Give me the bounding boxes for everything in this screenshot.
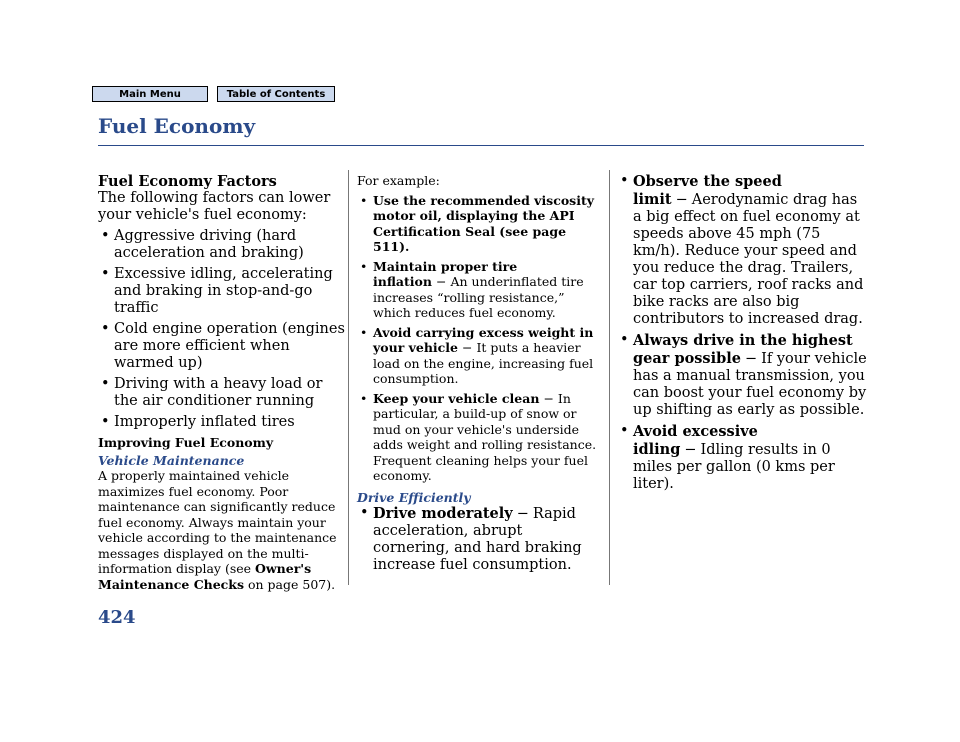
dash: − (543, 390, 554, 406)
list-item (617, 173, 867, 328)
improving-heading: Improving Fuel Economy (98, 435, 274, 450)
dash: − (744, 351, 758, 367)
tips-list (617, 173, 867, 493)
item-title: Use the recommended viscosity motor oil, displaying the API Certification Seal (see page 511). (373, 192, 594, 254)
maintenance-body: A properly maintained vehicle maximizes fuel economy. Poor maintenance can significantly reduce fuel economy. Always maintain your vehicle according to the maintenance messages displayed on the multi-information display (see (98, 468, 337, 576)
item-title: Keep your vehicle clean (373, 390, 540, 406)
item-text: An underinflated tire increases “rolling resistance,” which reduces fuel economy. (373, 274, 584, 320)
drive-list (357, 505, 603, 574)
list-item (357, 325, 603, 387)
list-item: • Improperly inflated tires (98, 414, 346, 431)
dash: − (435, 274, 447, 289)
item-title: Maintain proper tire inflation (373, 258, 518, 289)
item-title: Always drive in the highest gear possible (633, 332, 853, 367)
dash: − (684, 442, 697, 458)
factors-intro: The following factors can lower your vehicle's fuel economy: (98, 190, 331, 223)
dash: − (675, 192, 688, 208)
list-item (357, 193, 603, 255)
column-divider-2 (609, 170, 610, 585)
list-item (357, 259, 603, 321)
item-text: Aerodynamic drag has a big effect on fuel economy at speeds above 45 mph (75 km/h). Reduce your speed and you reduce the drag. Trailers, car top carriers, roof racks and bike racks are also big contributors to increased drag. (633, 192, 864, 327)
list-item: • Cold engine operation (engines are more efficient when warmed up) (98, 321, 346, 372)
maintenance-link[interactable]: Owner's Maintenance Checks (98, 561, 312, 592)
dash: − (462, 340, 473, 355)
factors-heading: Fuel Economy Factors (98, 173, 277, 190)
item-text: If your vehicle has a manual transmission, you can boost your fuel economy by up shifting as early as possible. (633, 351, 867, 418)
list-item: • Aggressive driving (hard acceleration and braking) (98, 228, 346, 262)
maintenance-suffix: on page 507). (247, 576, 336, 592)
page-title: Fuel Economy (98, 114, 256, 138)
list-item (617, 423, 867, 493)
title-rule (98, 145, 864, 146)
item-title: Drive moderately (373, 505, 513, 522)
item-text: It puts a heavier load on the engine, increasing fuel consumption. (373, 340, 594, 386)
list-item (357, 391, 603, 484)
item-text: Idling results in 0 miles per gallon (0 kms per liter). (633, 442, 835, 492)
maintenance-text (98, 468, 346, 592)
list-item (617, 332, 867, 419)
item-title: Observe the speed limit (633, 173, 782, 208)
example-list (357, 193, 603, 484)
column-1 (98, 173, 346, 592)
item-text: Rapid acceleration, abrupt cornering, and hard braking increase fuel consumption. (373, 506, 582, 573)
maintenance-heading: Vehicle Maintenance (98, 452, 245, 468)
page-number: 424 (98, 607, 136, 628)
item-text: In particular, a build-up of snow or mud on your vehicle's underside adds weight and rolling resistance. Frequent cleaning helps your fuel economy. (373, 390, 597, 483)
for-example-label: For example: (357, 173, 440, 188)
column-2 (357, 173, 603, 574)
list-item (357, 505, 603, 574)
column-3 (617, 173, 867, 493)
drive-heading: Drive Efficiently (357, 489, 471, 505)
item-title: Avoid carrying excess weight in your vehicle (373, 324, 594, 355)
list-item: • Driving with a heavy load or the air conditioner running (98, 376, 346, 410)
dash: − (516, 506, 529, 522)
column-divider-1 (348, 170, 349, 585)
list-item: • Excessive idling, accelerating and braking in stop-and-go traffic (98, 266, 346, 317)
item-title: Avoid excessive idling (633, 423, 758, 458)
factors-list (98, 228, 346, 431)
table-of-contents-button[interactable]: Table of Contents (217, 86, 335, 102)
main-menu-button[interactable]: Main Menu (92, 86, 208, 102)
